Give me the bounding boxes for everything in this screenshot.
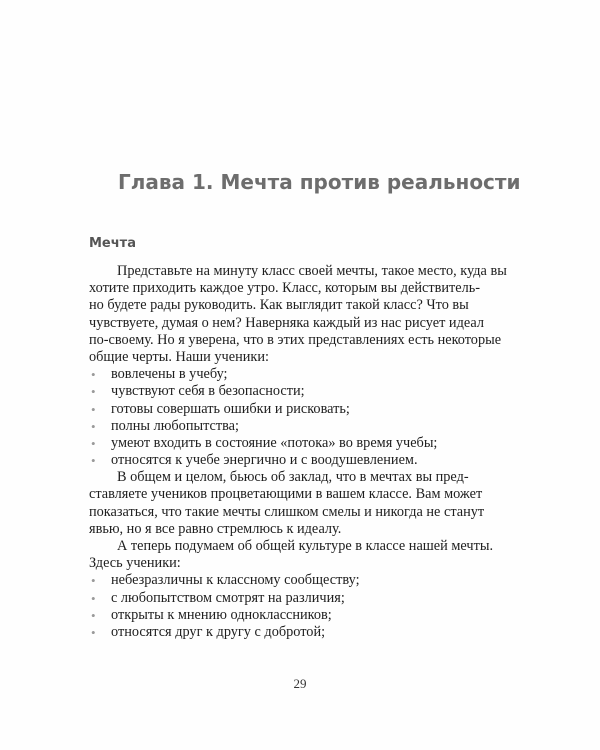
list-item-text: с любопытством смотрят на различия;	[111, 589, 345, 606]
text-line: чувствуете, думая о нем? Наверняка каждый из нас рисует идеал	[89, 314, 484, 331]
text-line: явью, но я все равно стремлюсь к идеалу.	[89, 520, 342, 537]
list-item	[89, 435, 499, 452]
text-line: хотите приходить каждое утро. Класс, которым вы действитель-	[89, 280, 480, 297]
text-line: но будете рады руководить. Как выглядит такой класс? Что вы	[89, 297, 469, 314]
list-item	[89, 607, 499, 624]
paragraph-culture	[89, 538, 499, 572]
text-line: А теперь подумаем об общей культуре в классе нашей мечты.	[117, 538, 494, 554]
list-item-text: чувствуют себя в безопасности;	[111, 383, 305, 400]
bullet-icon: •	[91, 453, 96, 469]
student-traits-list	[89, 366, 499, 469]
text-line: ставляете учеников процветающими в вашем классе. Вам может	[89, 486, 483, 503]
paragraph-thriving	[89, 469, 499, 538]
text-line: показаться, что такие мечты слишком смелы и никогда не станут	[89, 503, 485, 520]
page-number: 29	[293, 676, 307, 691]
list-item-text: готовы совершать ошибки и рисковать;	[111, 400, 350, 417]
bullet-icon: •	[91, 607, 96, 623]
list-item	[89, 401, 499, 418]
culture-traits-list	[89, 572, 499, 641]
list-item-text: вовлечены в учебу;	[111, 366, 228, 383]
bullet-icon: •	[91, 573, 96, 589]
list-item	[89, 572, 499, 589]
body-text	[89, 263, 507, 641]
list-item	[89, 418, 499, 435]
list-item-text: небезразличны к классному сообществу;	[111, 572, 360, 589]
text-line: Представьте на минуту класс своей мечты, такое место, куда вы	[117, 263, 507, 279]
list-item	[89, 624, 499, 641]
list-item-text: открыты к мнению одноклассников;	[111, 606, 332, 623]
bullet-icon: •	[91, 401, 96, 417]
list-item	[89, 452, 499, 469]
section-title: Мечта	[89, 236, 136, 251]
bullet-icon: •	[91, 367, 96, 383]
bullet-icon: •	[91, 384, 96, 400]
text-line: Здесь ученики:	[89, 555, 181, 572]
bullet-icon: •	[91, 418, 96, 434]
list-item	[89, 590, 499, 607]
chapter-title: Глава 1. Мечта против реальности	[118, 170, 521, 194]
list-item	[89, 383, 499, 400]
list-item-text: относятся друг к другу с добротой;	[111, 623, 326, 640]
list-item-text: умеют входить в состояние «потока» во время учебы;	[111, 434, 438, 451]
bullet-icon: •	[91, 590, 96, 606]
list-item-text: относятся к учебе энергично и с воодушевлением.	[111, 452, 418, 469]
bullet-icon: •	[91, 435, 96, 451]
bullet-icon: •	[91, 624, 96, 640]
text-line: В общем и целом, бьюсь об заклад, что в мечтах вы пред-	[117, 469, 469, 486]
paragraph-intro	[89, 263, 507, 366]
text-line: общие черты. Наши ученики:	[89, 348, 269, 365]
list-item	[89, 366, 499, 383]
list-item-text: полны любопытства;	[111, 417, 239, 434]
text-line: по-своему. Но я уверена, что в этих представлениях есть некоторые	[89, 331, 502, 348]
